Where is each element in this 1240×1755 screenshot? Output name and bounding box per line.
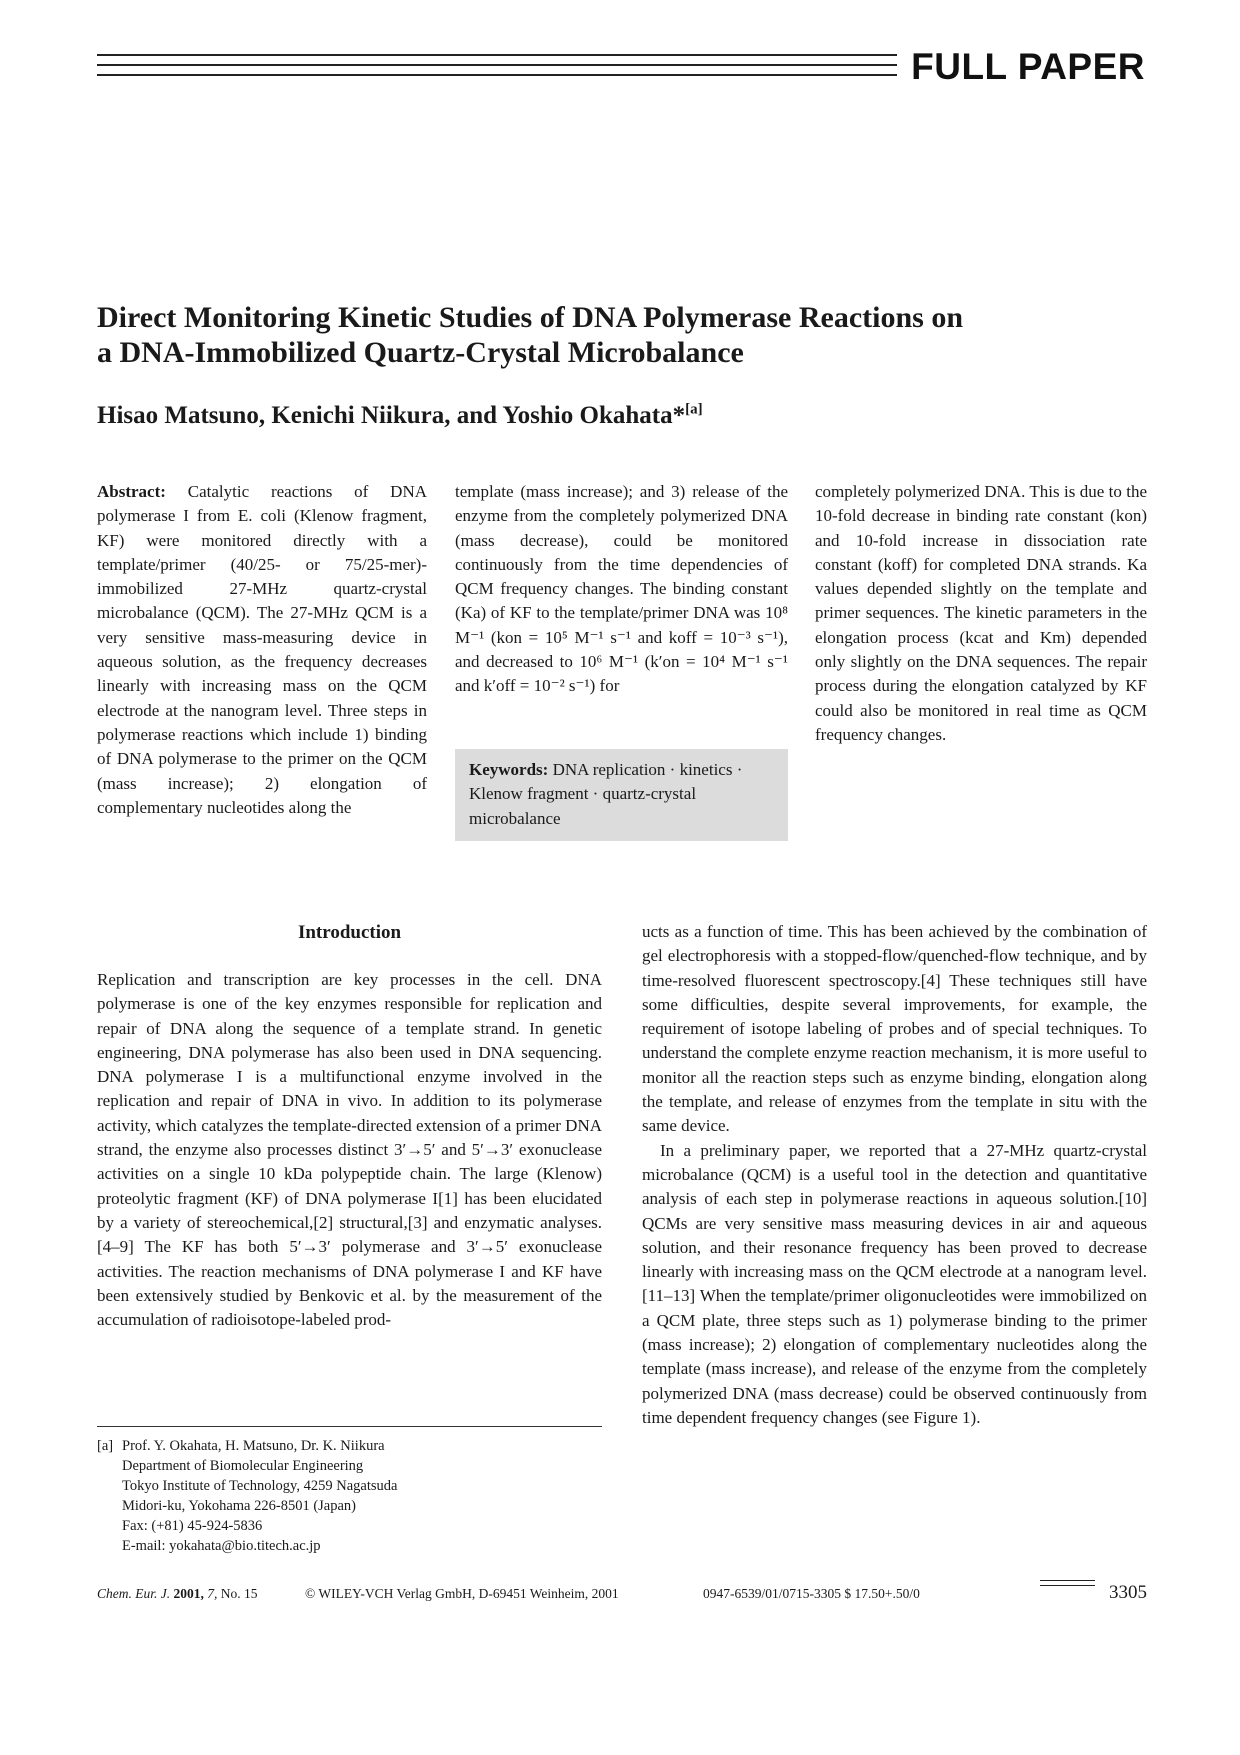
abstract-text-1: Catalytic reactions of DNA polymerase I from E. coli (Klenow fragment, KF) were monitored directly with a template/primer (40/25- or 75/25-mer)-immobilized 27-MHz quartz-crystal microbalance (QCM). The 27-MHz QCM is a very sensitive mass-measuring device in aqueous solution, as the frequency decreases linearly with increasing mass on the QCM electrode at the nanogram level. Three steps in polymerase reactions which include 1) binding of DNA polymerase to the primer on the QCM (mass increase); 2) elongation of complementary nucleotides along the — [97, 482, 428, 817]
affiliation-footnote — [97, 1436, 602, 1556]
copyright: © WILEY-VCH Verlag GmbH, D-69451 Weinheim, 2001 — [305, 1586, 619, 1601]
footnote-line: Fax: (+81) 45-924-5836 — [122, 1518, 263, 1534]
intro-paragraph-3: In a preliminary paper, we reported that a 27-MHz quartz-crystal microbalance (QCM) is a useful tool in the detection and quantitative analysis of each step in polymerase reactions in aqueous solution.[10] QCMs are very sensitive mass measuring devices in air and aqueous solution, and their resonance frequency has been proved to decrease linearly with increasing mass on the QCM electrode at a nanogram level.[11–13] When the template/primer oligonucleotides were immobilized on a QCM plate, three steps such as 1) polymerase binding to the primer (mass increase); 2) elongation of complementary nucleotides along the template (mass increase), and release of the enzyme from the completely polymerized DNA (mass decrease) could be observed continuously from time dependent frequency changes (see Figure 1). — [642, 1140, 1147, 1427]
intro-column-1 — [97, 968, 602, 1332]
journal-name: Chem. Eur. J. — [97, 1586, 171, 1601]
journal-volume: 7, — [207, 1586, 218, 1601]
keywords-text: DNA replication · kinetics · Klenow fragment · quartz-crystal microbalance — [469, 760, 743, 828]
page-number-block — [1040, 1580, 1147, 1604]
title-line-1: Direct Monitoring Kinetic Studies of DNA Polymerase Reactions on — [97, 301, 964, 334]
article-code: 0947-6539/01/0715-3305 $ 17.50+.50/0 — [703, 1586, 920, 1601]
abstract-column-3 — [815, 480, 1147, 747]
abstract-label: Abstract: — [97, 482, 166, 501]
article-title — [97, 300, 1097, 370]
abstract-column-1 — [97, 480, 427, 820]
footnote-line: Midori-ku, Yokohama 226-8501 (Japan) — [122, 1498, 356, 1514]
section-label: FULL PAPER — [911, 46, 1145, 87]
title-line-2: a DNA-Immobilized Quartz-Crystal Microbalance — [97, 336, 744, 369]
footnote-tag: [a] — [97, 1438, 114, 1454]
section-heading: Introduction — [297, 922, 402, 943]
intro-paragraph-1: Replication and transcription are key processes in the cell. DNA polymerase is one of the key enzymes responsible for replication and repair of DNA along the sequence of a template strand. In genetic engineering, DNA polymerase has also been used in DNA sequencing. DNA polymerase I is a multifunctional enzyme involved in the replication and repair of DNA in vivo. In addition to its polymerase activity, which catalyzes the template-directed extension of a primer DNA strand, the enzyme also processes distinct 3′→5′ and 5′→3′ exonuclease activities on a single 10 kDa polypeptide chain. The large (Klenow) proteolytic fragment (KF) of DNA polymerase I[1] has been elucidated by a variety of stereochemical,[2] structural,[3] and enzymatic analyses.[4–9] The KF has both 5′→3′ polymerase and 3′→5′ exonuclease activities. The reaction mechanisms of DNA polymerase I and KF have been extensively studied by Benkovic et al. by the measurement of the accumulation of radioisotope-labeled prod- — [97, 970, 602, 1330]
journal-issue: No. 15 — [220, 1586, 258, 1601]
footnote-email: E-mail: yokahata@bio.titech.ac.jp — [122, 1538, 321, 1554]
abstract-text-2: template (mass increase); and 3) release of the enzyme from the completely polymerized DNA (mass decrease), could be monitored continuously from the time dependencies of QCM frequency changes. The binding constant (Ka) of KF to the template/primer DNA was 10⁸ M⁻¹ (kon = 10⁵ M⁻¹ s⁻¹ and koff = 10⁻³ s⁻¹), and decreased to 10⁶ M⁻¹ (k′on = 10⁴ M⁻¹ s⁻¹ and k′off = 10⁻² s⁻¹) for — [455, 482, 788, 696]
page-number: 3305 — [1109, 1582, 1147, 1603]
footnote-line: Prof. Y. Okahata, H. Matsuno, Dr. K. Niikura — [122, 1438, 385, 1454]
journal-year: 2001, — [173, 1586, 204, 1601]
footnote-rule — [97, 1426, 602, 1427]
abstract-text-3: completely polymerized DNA. This is due to the 10-fold decrease in binding rate constant (kon) and 10-fold increase in dissociation rate constant (koff) for completed DNA strands. Ka values depended slightly on the template and primer sequences. The kinetic parameters in the elongation process (kcat and Km) depended only slightly on the DNA sequences. The repair process during the elongation catalyzed by KF could also be monitored in real time as QCM frequency changes. — [815, 482, 1147, 744]
authors — [97, 402, 997, 430]
abstract-column-2 — [455, 480, 788, 699]
keywords-box — [455, 749, 788, 841]
footnote-line: Tokyo Institute of Technology, 4259 Nagatsuda — [122, 1478, 398, 1494]
author-names: Hisao Matsuno, Kenichi Niikura, and Yoshio Okahata* — [97, 402, 686, 429]
affiliation-mark: [a] — [685, 401, 703, 418]
footnote-line: Department of Biomolecular Engineering — [122, 1458, 364, 1474]
intro-column-2 — [642, 920, 1147, 1430]
keywords-label: Keywords: — [469, 760, 549, 779]
header-rules — [97, 54, 897, 82]
intro-paragraph-2: ucts as a function of time. This has been achieved by the combination of gel electrophoresis with a stopped-flow/quenched-flow technique, and by time-resolved fluorescent spectroscopy.[4] These techniques still have some difficulties, despite several improvements, for example, the requirement of isotope labeling of probes and of special techniques. To understand the complete enzyme reaction mechanism, it is more useful to monitor all the reaction steps such as enzyme binding, elongation along the template, and release of enzymes from the template in situ with the same device. — [642, 922, 1147, 1136]
